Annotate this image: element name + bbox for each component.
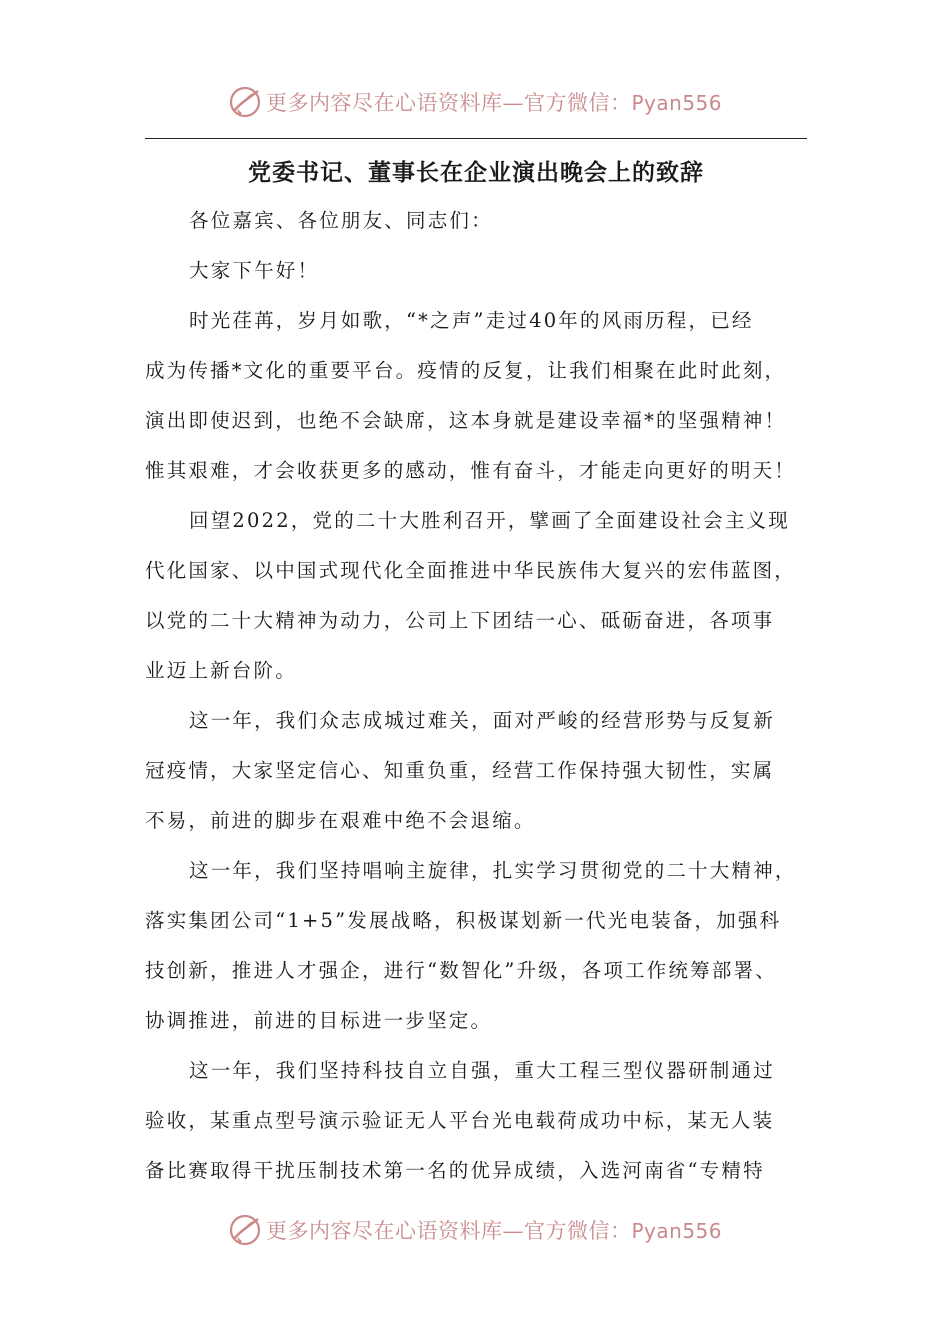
paragraph-line: 以党的二十大精神为动力，公司上下团结一心、砥砺奋进，各项事 — [145, 609, 775, 632]
paragraph-line: 回望2022，党的二十大胜利召开，擘画了全面建设社会主义现 — [189, 509, 790, 532]
paragraph-line: 协调推进，前进的目标进一步坚定。 — [145, 1009, 493, 1032]
paragraph — [145, 196, 807, 246]
watermark-banner-bottom — [0, 1210, 950, 1250]
paragraph — [145, 846, 807, 1046]
paragraph — [145, 246, 807, 296]
paragraph-line: 这一年，我们坚持唱响主旋律，扎实学习贯彻党的二十大精神， — [189, 859, 797, 882]
paragraph-line: 惟其艰难，才会收获更多的感动，惟有奋斗，才能走向更好的明天！ — [145, 459, 797, 482]
paragraph — [145, 496, 807, 696]
paragraph-line: 这一年，我们坚持科技自立自强，重大工程三型仪器研制通过 — [189, 1059, 775, 1082]
watermark-text: 更多内容尽在心语资料库—官方微信：Pyan556 — [265, 91, 722, 115]
paragraph — [145, 296, 807, 496]
paragraph-line: 冠疫情，大家坚定信心、知重负重，经营工作保持强大韧性，实属 — [145, 759, 775, 782]
paragraph-line: 代化国家、以中国式现代化全面推进中华民族伟大复兴的宏伟蓝图， — [145, 559, 797, 582]
paragraph-line: 时光荏苒，岁月如歌，“*之声”走过40年的风雨历程，已经 — [189, 309, 754, 332]
watermark-banner-top — [0, 82, 950, 122]
paragraph-line: 技创新，推进人才强企，进行“数智化”升级，各项工作统筹部署、 — [145, 959, 777, 982]
pen-logo-icon — [228, 1213, 262, 1247]
paragraph-line: 各位嘉宾、各位朋友、同志们： — [189, 209, 493, 232]
paragraph-line: 验收，某重点型号演示验证无人平台光电载荷成功中标，某无人装 — [145, 1109, 775, 1132]
paragraph-line: 这一年，我们众志成城过难关，面对严峻的经营形势与反复新 — [189, 709, 775, 732]
paragraph-line: 落实集团公司“1+5”发展战略，积极谋划新一代光电装备，加强科 — [145, 909, 782, 932]
paragraph — [145, 1046, 807, 1196]
pen-logo-icon — [228, 85, 262, 119]
paragraph-line: 大家下午好！ — [189, 259, 320, 282]
document-title: 党委书记、董事长在企业演出晚会上的致辞 — [248, 159, 704, 186]
paragraph — [145, 696, 807, 846]
paragraph-line: 不易，前进的脚步在艰难中绝不会退缩。 — [145, 809, 536, 832]
header-rule — [145, 138, 807, 139]
paragraph-line: 成为传播*文化的重要平台。疫情的反复，让我们相聚在此时此刻， — [145, 359, 787, 382]
paragraph-line: 业迈上新台阶。 — [145, 659, 297, 682]
paragraph-line: 演出即使迟到，也绝不会缺席，这本身就是建设幸福*的坚强精神！ — [145, 409, 787, 432]
watermark-text: 更多内容尽在心语资料库—官方微信：Pyan556 — [265, 1219, 722, 1243]
paragraph-line: 备比赛取得干扰压制技术第一名的优异成绩，入选河南省“专精特 — [145, 1159, 765, 1182]
